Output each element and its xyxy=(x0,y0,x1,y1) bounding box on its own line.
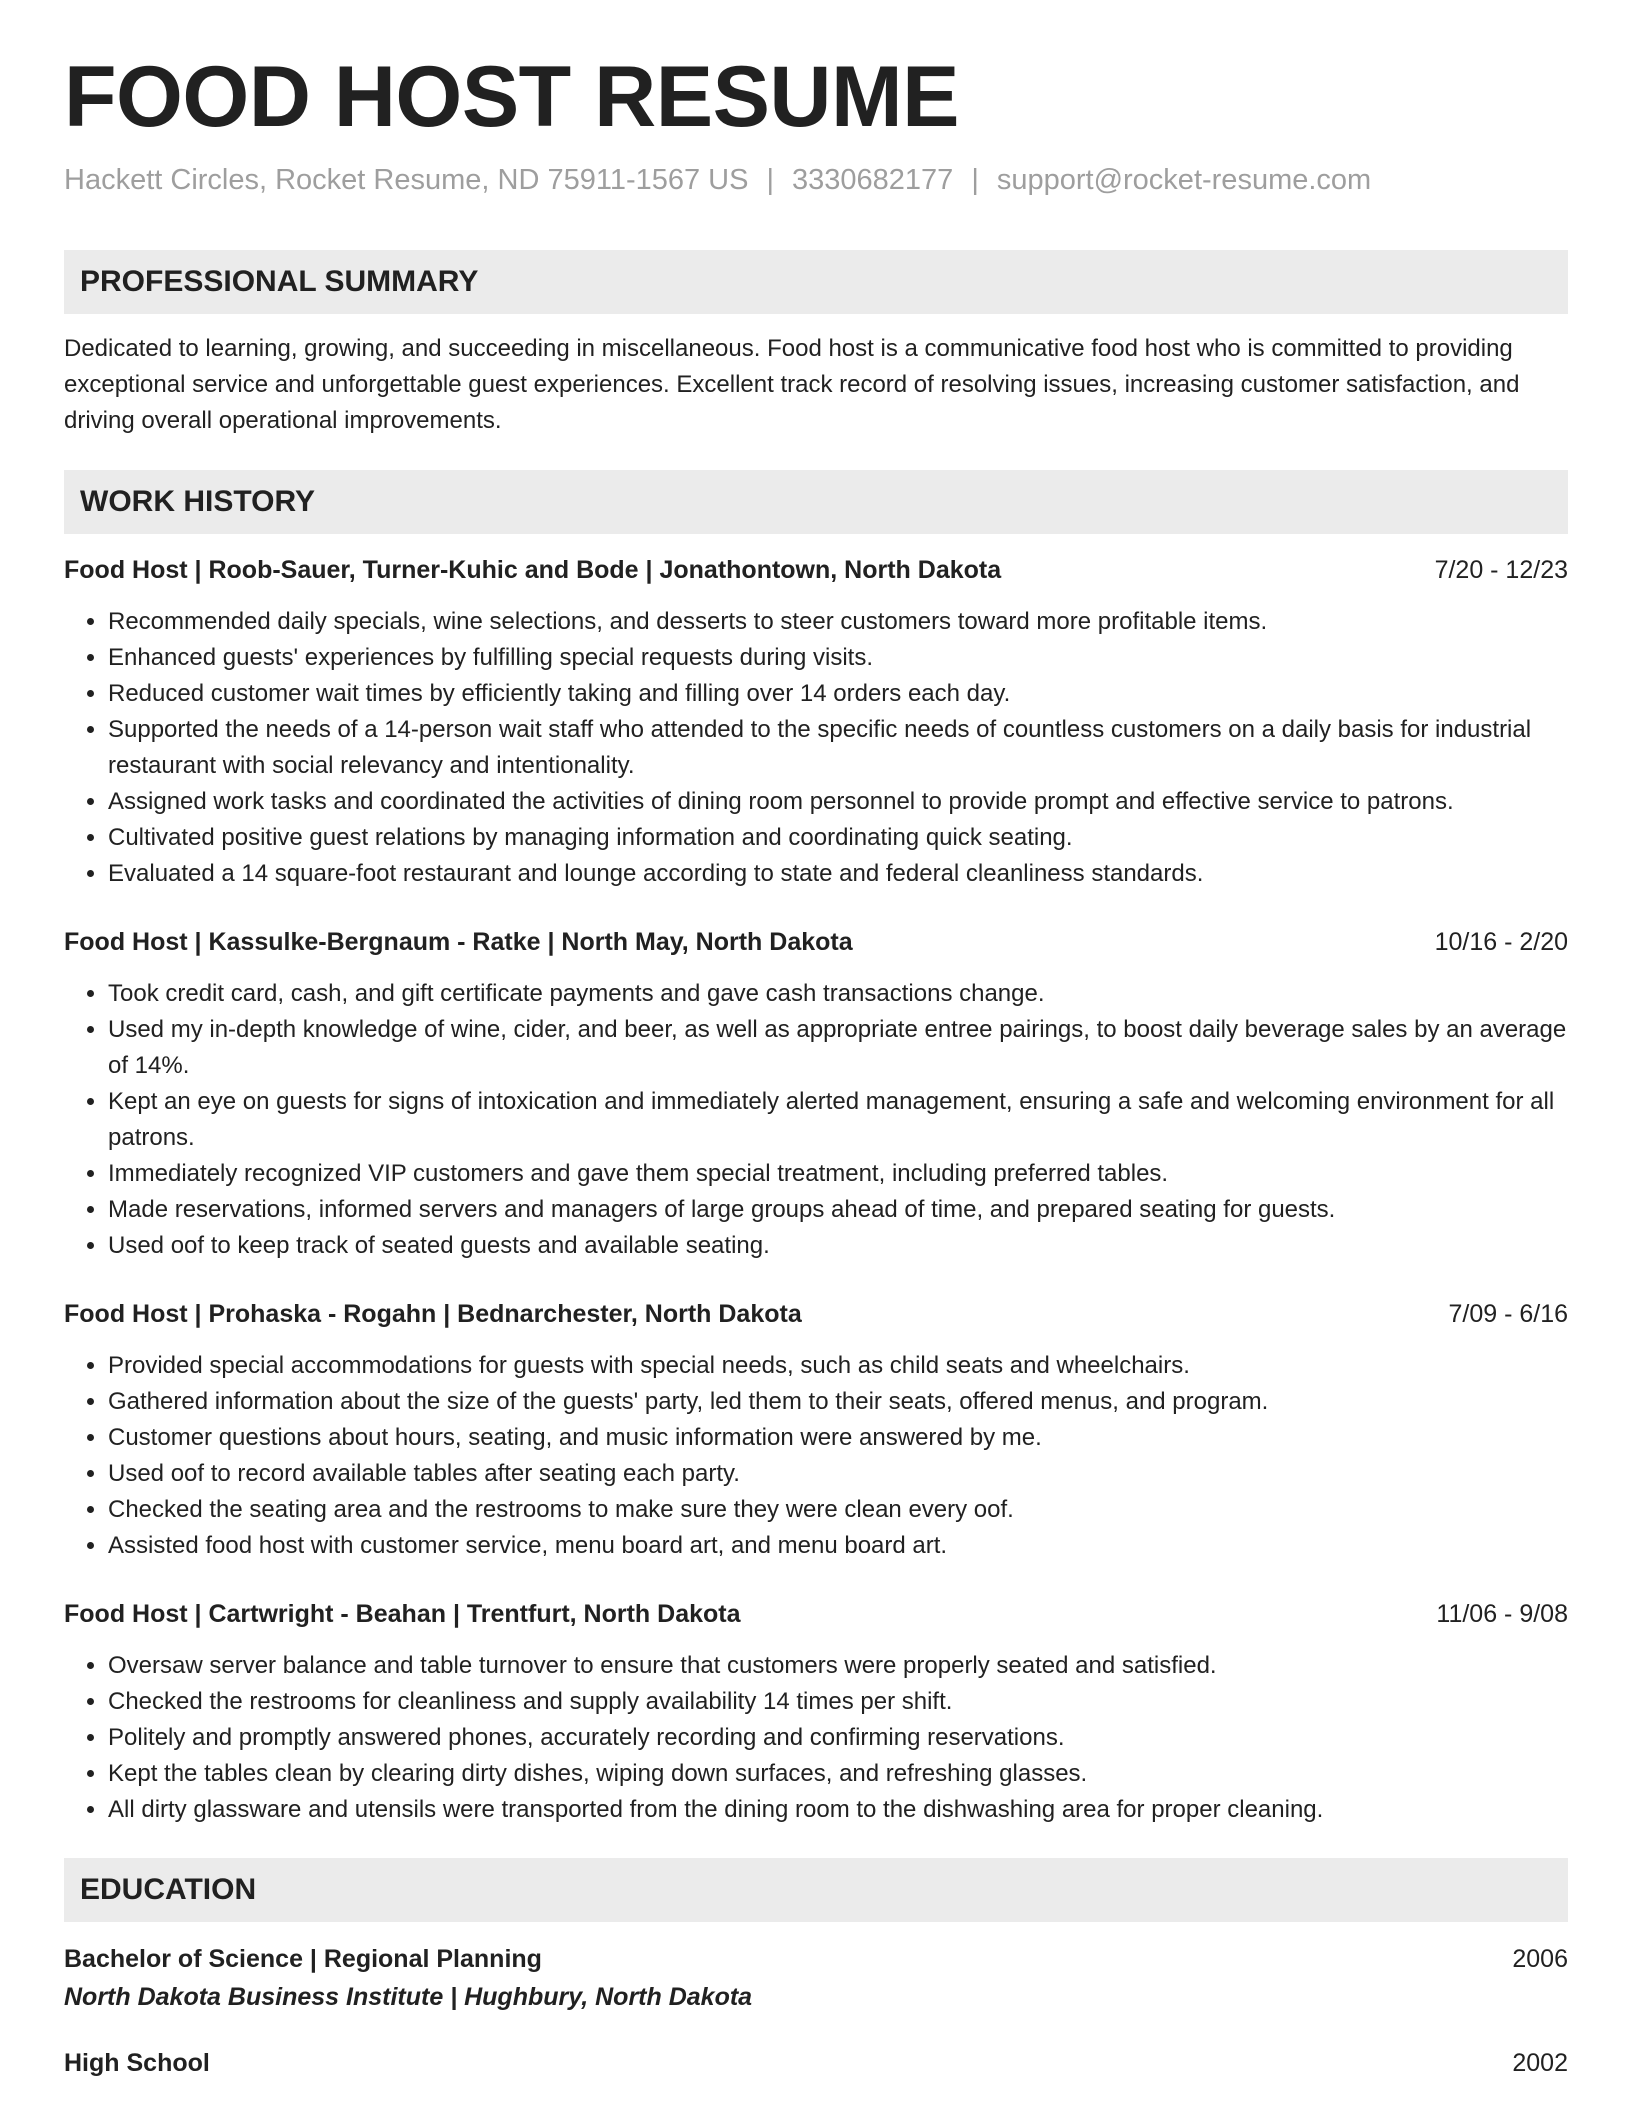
job-entry xyxy=(64,1296,1568,1564)
job-bullet: • Gathered information about the size of the guests' party, led them to their seats, offered menus, and program. xyxy=(108,1384,1568,1420)
job-dates: 7/20 - 12/23 xyxy=(1434,556,1568,585)
job-dates: 11/06 - 9/08 xyxy=(1436,1600,1568,1629)
job-bullet: • Oversaw server balance and table turnover to ensure that customers were properly seated and satisfied. xyxy=(108,1648,1568,1684)
education-heading: EDUCATION xyxy=(64,1858,1568,1922)
job-bullet: • Immediately recognized VIP customers and gave them special treatment, including preferred tables. xyxy=(108,1156,1568,1192)
job-bullet: • Assisted food host with customer service, menu board art, and menu board art. xyxy=(108,1528,1568,1564)
contact-phone: 3330682177 xyxy=(792,164,954,197)
job-bullet: • Enhanced guests' experiences by fulfilling special requests during visits. xyxy=(108,640,1568,676)
job-bullets xyxy=(64,1348,1568,1564)
job-bullet: • Recommended daily specials, wine selections, and desserts to steer customers toward more profitable items. xyxy=(108,604,1568,640)
education-school: North Dakota Business Institute | Hughbury, North Dakota xyxy=(64,1983,753,2012)
job-bullet: • Used my in-depth knowledge of wine, cider, and beer, as well as appropriate entree pairings, to boost daily beverage sales by an average of 14%. xyxy=(108,1012,1568,1084)
education-entry xyxy=(64,1940,1568,2016)
education-degree: High School xyxy=(64,2049,210,2078)
job-dates: 10/16 - 2/20 xyxy=(1434,928,1568,957)
job-dates: 7/09 - 6/16 xyxy=(1448,1300,1568,1329)
job-entry xyxy=(64,1596,1568,1828)
education-year: 2006 xyxy=(1512,1945,1568,1974)
education-header xyxy=(64,2044,1568,2082)
job-bullet: • Took credit card, cash, and gift certificate payments and gave cash transactions change. xyxy=(108,976,1568,1012)
job-bullet: • Used oof to record available tables after seating each party. xyxy=(108,1456,1568,1492)
job-title: Food Host | Kassulke-Bergnaum - Ratke | North May, North Dakota xyxy=(64,928,853,957)
job-bullet: • Made reservations, informed servers and managers of large groups ahead of time, and prepared seating for guests. xyxy=(108,1192,1568,1228)
job-header xyxy=(64,1596,1568,1632)
education-header xyxy=(64,1940,1568,1978)
summary-section xyxy=(64,250,1568,439)
job-bullet: • Kept an eye on guests for signs of intoxication and immediately alerted management, ensuring a safe and welcoming environment for all patrons. xyxy=(108,1084,1568,1156)
education-section xyxy=(64,1858,1568,2082)
contact-separator: | xyxy=(766,164,775,197)
job-bullet: • Checked the seating area and the restrooms to make sure they were clean every oof. xyxy=(108,1492,1568,1528)
job-bullet: • Politely and promptly answered phones, accurately recording and confirming reservations. xyxy=(108,1720,1568,1756)
job-bullet: • Evaluated a 14 square-foot restaurant and lounge according to state and federal cleanliness standards. xyxy=(108,856,1568,892)
contact-separator: | xyxy=(971,164,979,197)
summary-heading: PROFESSIONAL SUMMARY xyxy=(64,250,1568,314)
job-title: Food Host | Prohaska - Rogahn | Bednarchester, North Dakota xyxy=(64,1300,802,1329)
job-entry xyxy=(64,552,1568,892)
job-bullet: • Cultivated positive guest relations by managing information and coordinating quick seating. xyxy=(108,820,1568,856)
job-bullet: • Customer questions about hours, seating, and music information were answered by me. xyxy=(108,1420,1568,1456)
education-year: 2002 xyxy=(1512,2049,1568,2078)
job-header xyxy=(64,552,1568,588)
job-bullet: • Checked the restrooms for cleanliness and supply availability 14 times per shift. xyxy=(108,1684,1568,1720)
job-bullets xyxy=(64,976,1568,1264)
work-history-heading: WORK HISTORY xyxy=(64,470,1568,534)
job-bullet: • Supported the needs of a 14-person wait staff who attended to the specific needs of countless customers on a daily basis for industrial restaurant with social relevancy and intentionality. xyxy=(108,712,1568,784)
contact-email: support@rocket-resume.com xyxy=(996,164,1372,197)
job-title: Food Host | Cartwright - Beahan | Trentfurt, North Dakota xyxy=(64,1600,741,1629)
contact-line xyxy=(64,164,1568,197)
job-bullet: • All dirty glassware and utensils were transported from the dining room to the dishwashing area for proper cleaning. xyxy=(108,1792,1568,1828)
job-header xyxy=(64,1296,1568,1332)
job-bullets xyxy=(64,604,1568,892)
summary-text: Dedicated to learning, growing, and succeeding in miscellaneous. Food host is a communicative food host who is committed to providing exceptional service and unforgettable guest experiences. Excellent track record of resolving issues, increasing customer satisfaction, and driving overall operational improvements. xyxy=(64,335,1520,435)
job-title: Food Host | Roob-Sauer, Turner-Kuhic and Bode | Jonathontown, North Dakota xyxy=(64,556,1002,585)
education-entry xyxy=(64,2044,1568,2082)
job-bullet: • Used oof to keep track of seated guests and available seating. xyxy=(108,1228,1568,1264)
work-history-section xyxy=(64,470,1568,1828)
job-bullets xyxy=(64,1648,1568,1828)
job-bullet: • Assigned work tasks and coordinated the activities of dining room personnel to provide prompt and effective service to patrons. xyxy=(108,784,1568,820)
job-bullet: • Reduced customer wait times by efficiently taking and filling over 14 orders each day. xyxy=(108,676,1568,712)
job-bullet: • Kept the tables clean by clearing dirty dishes, wiping down surfaces, and refreshing glasses. xyxy=(108,1756,1568,1792)
resume-title: FOOD HOST RESUME xyxy=(64,49,960,145)
job-entry xyxy=(64,924,1568,1264)
contact-address: Hackett Circles, Rocket Resume, ND 75911-1567 US xyxy=(64,164,749,197)
job-header xyxy=(64,924,1568,960)
education-degree: Bachelor of Science | Regional Planning xyxy=(64,1945,542,1974)
job-bullet: • Provided special accommodations for guests with special needs, such as child seats and wheelchairs. xyxy=(108,1348,1568,1384)
